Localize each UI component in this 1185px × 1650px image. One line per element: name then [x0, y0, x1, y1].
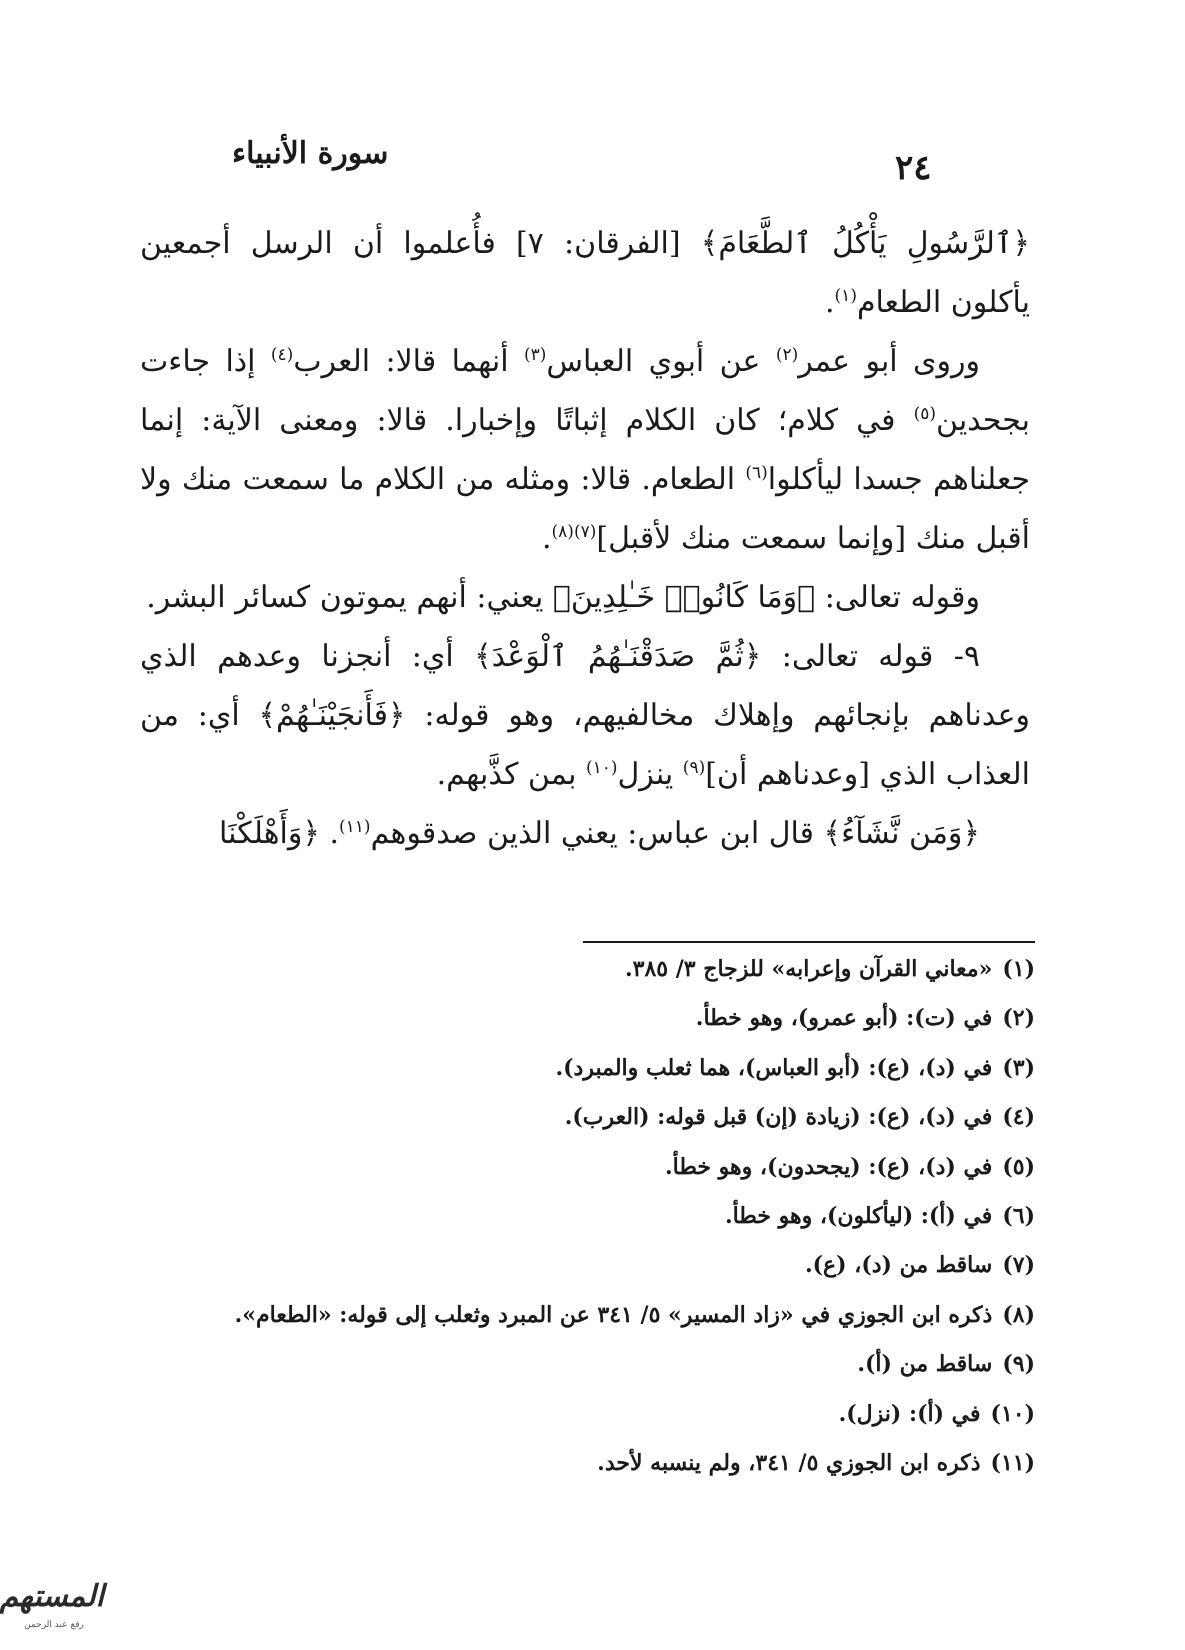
footnote-item — [150, 1143, 1035, 1192]
text-span: إذا جاءت بجحدين — [140, 344, 1030, 438]
paragraph-3 — [140, 568, 1030, 627]
paragraph-5 — [140, 804, 1030, 863]
footnote-text: ساقط من (أ). — [857, 1351, 993, 1378]
footnote-text: في (د)، (ع): (يجحدون)، وهو خطأ. — [665, 1153, 993, 1180]
footnote-number: (١) — [1002, 956, 1035, 982]
footnote-ref[interactable]: (٦) — [745, 463, 768, 483]
page-number: ٢٤ — [895, 148, 932, 188]
text-span: أي: أنجزنا وعدهم الذي وعدناهم بإنجائهم وإهلاك مخالفيهم، وهو قوله: — [140, 639, 1030, 733]
footnote-text: في (ت): (أبو عمرو)، وهو خطأ. — [695, 1005, 993, 1032]
text-span: وقوله تعالى: — [815, 580, 980, 615]
footnote-ref[interactable]: (٩) — [682, 758, 706, 778]
text-span: ينزل — [617, 757, 683, 792]
footnote-text: ذكره ابن الجوزي في «زاد المسير» ٥/ ٣٤١ عن المبرد وثعلب إلى قوله: «الطعام». — [234, 1301, 993, 1328]
footnote-text: في (أ): (ليأكلون)، وهو خطأ. — [724, 1203, 993, 1230]
footnote-number: (٧) — [1002, 1252, 1035, 1279]
footnote-item — [150, 1192, 1035, 1241]
logo-calligraphy: المستهم — [0, 1579, 104, 1614]
logo-subtext: رفع عبد الرحمن — [24, 1620, 84, 1630]
footnote-text: ساقط من (د)، (ع). — [804, 1252, 993, 1279]
footnote-item — [150, 1093, 1035, 1142]
text-span: الطعام. قالا: ومثله من الكلام ما سمعت منك ولا أقبل منك [وإنما سمعت منك لأقبل] — [140, 462, 1030, 556]
footnote-item — [150, 1291, 1035, 1340]
paragraph-4 — [140, 627, 1030, 804]
footnote-item — [150, 1241, 1035, 1290]
footnote-item — [150, 994, 1035, 1043]
footnote-ref[interactable]: (٥) — [913, 404, 936, 424]
quran-quote: ﴿وَأَهْلَكْنَا — [219, 816, 320, 851]
footnote-item — [150, 1044, 1035, 1093]
footnote-ref[interactable]: (٤) — [270, 345, 294, 365]
text-span: قال ابن عباس: يعني الذين صدقوهم — [370, 816, 824, 851]
text-span: . — [319, 816, 340, 851]
footnote-item — [150, 945, 1035, 994]
footnote-text: في (د)، (ع): (زيادة (إن) قبل قوله: (العرب). — [564, 1104, 993, 1131]
text-span: عن أبوي العباس — [546, 344, 776, 379]
footnote-item — [150, 1439, 1035, 1488]
text-span: [الفرقان: ٧] فأُعلموا أن الرسل أجمعين يأكلون الطعام — [140, 226, 1030, 320]
text-span: . — [541, 521, 552, 556]
footnote-number: (٥) — [1002, 1153, 1035, 1180]
footnote-text: ذكره ابن الجوزي ٥/ ٣٤١، ولم ينسبه لأحد. — [597, 1450, 981, 1477]
quran-quote: ﴿وَمَا كَانُوا۟ خَـٰلِدِينَ﴾ — [552, 580, 816, 615]
footnote-ref[interactable]: (٧) — [573, 522, 597, 542]
footnote-text: «معاني القرآن وإعرابه» للزجاج ٣/ ٣٨٥. — [624, 956, 993, 982]
footnote-number: (٦) — [1002, 1203, 1035, 1230]
footnote-ref[interactable]: (٨) — [551, 522, 574, 542]
quran-quote: ﴿ٱلرَّسُولِ يَأْكُلُ ٱلطَّعَامَ﴾ — [700, 226, 1030, 261]
text-span: يعني: أنهم يموتون كسائر البشر. — [146, 580, 553, 615]
footnote-number: (٨) — [1002, 1301, 1035, 1328]
text-span: ٩- قوله تعالى: — [761, 639, 980, 674]
footnote-ref[interactable]: (٢) — [775, 345, 799, 365]
main-text — [140, 214, 1030, 863]
watermark-logo — [0, 1575, 104, 1647]
footnote-ref[interactable]: (١٠) — [585, 758, 618, 778]
footnote-item — [150, 1340, 1035, 1389]
footnote-ref[interactable]: (٣) — [524, 345, 547, 365]
text-span: وروى أبو عمر — [798, 344, 980, 379]
paragraph-1 — [140, 214, 1030, 332]
footnote-text: في (أ): (نزل). — [838, 1400, 981, 1427]
quran-quote: ﴿ثُمَّ صَدَقْنَـٰهُمُ ٱلْوَعْدَ﴾ — [474, 639, 762, 674]
text-span: أنهما قالا: العرب — [293, 344, 524, 379]
quran-quote: ﴿وَمَن نَّشَآءُ﴾ — [823, 816, 980, 851]
footnote-number: (٤) — [1002, 1104, 1035, 1131]
footnote-ref[interactable]: (١١) — [339, 817, 371, 837]
footnote-number: (٣) — [1002, 1054, 1035, 1081]
text-span: في كلام؛ كان الكلام إثباتًا وإخبارا. قالا: ومعنى الآية: إنما جعلناهم جسدا ليأكلوا — [140, 403, 1030, 497]
footnotes-list — [150, 945, 1035, 1488]
footnote-number: (١١) — [990, 1450, 1035, 1477]
text-span: . — [824, 285, 835, 320]
footnote-separator — [583, 941, 1035, 943]
footnote-item — [150, 1390, 1035, 1439]
quran-quote: ﴿فَأَنجَيْنَـٰهُمْ﴾ — [258, 698, 406, 733]
running-header-title: سورة الأنبياء — [232, 136, 389, 171]
text-span: بمن كذَّبهم. — [436, 757, 586, 792]
footnote-number: (١٠) — [990, 1400, 1035, 1427]
text-span: أي: من العذاب الذي [وعدناهم أن] — [140, 698, 1030, 792]
footnote-ref[interactable]: (١) — [834, 286, 857, 306]
footnote-number: (٩) — [1002, 1351, 1035, 1378]
footnote-number: (٢) — [1002, 1005, 1035, 1032]
paragraph-2 — [140, 332, 1030, 568]
footnote-text: في (د)، (ع): (أبو العباس)، هما ثعلب والمبرد). — [555, 1054, 993, 1081]
